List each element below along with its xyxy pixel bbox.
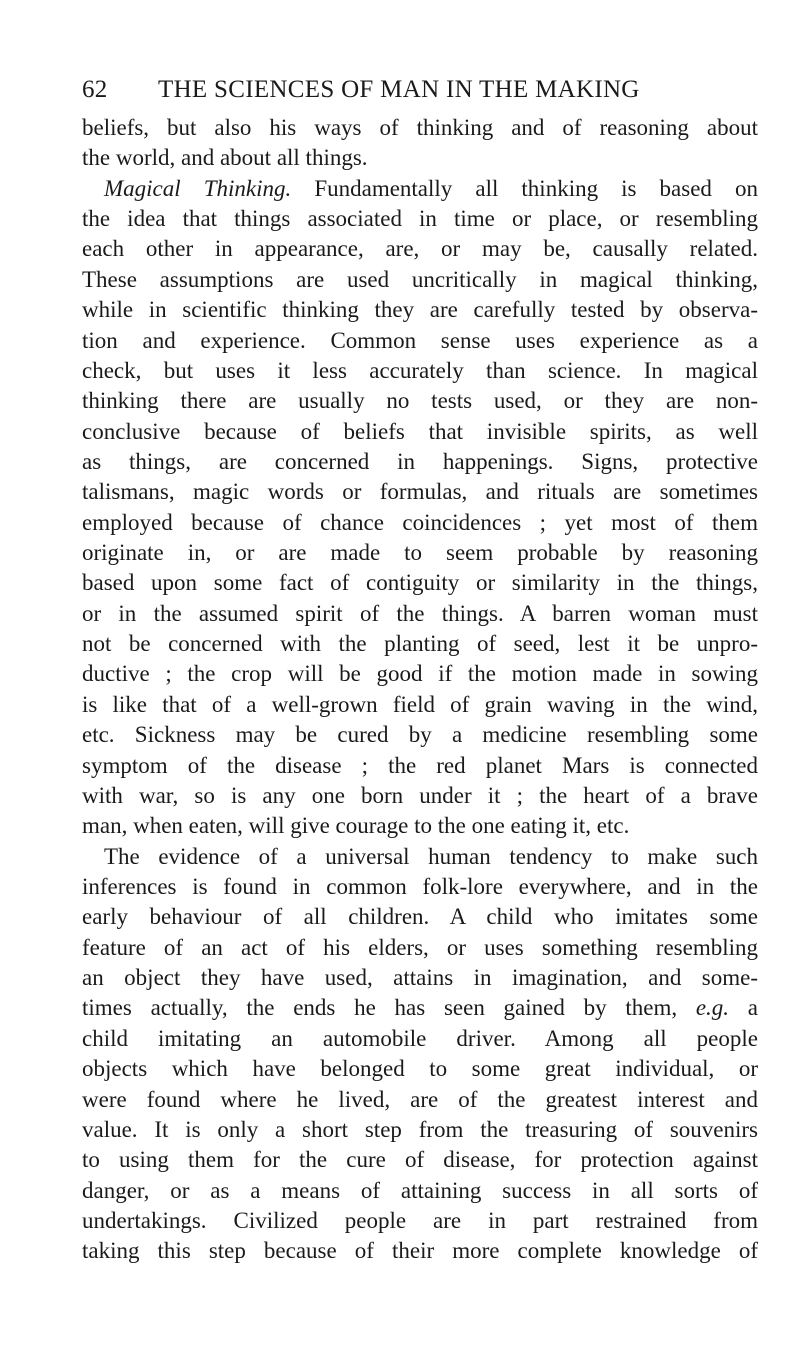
line-text: while in scientific thinking they are carefully tested by observa- [82, 297, 758, 323]
line-text: undertakings. Civilized people are in part restrained from [82, 1207, 758, 1233]
text-line [82, 963, 758, 993]
line-text: thinking there are usually no tests used, or they are non- [82, 388, 758, 414]
text-line [82, 143, 758, 173]
line-text: an object they have used, attains in imagination, and some- [82, 965, 758, 991]
line-text: danger, or as a means of attaining success in all sorts of [82, 1177, 758, 1203]
text-line [82, 508, 758, 538]
text-line [82, 751, 758, 781]
text-line [82, 1145, 758, 1175]
line-text: originate in, or are made to seem probable by reasoning [82, 540, 758, 566]
text-line [82, 993, 758, 1023]
line-text: not be concerned with the planting of seed, lest it be unpro- [82, 631, 758, 657]
line-text-after: a [729, 995, 759, 1021]
line-text: symptom of the disease ; the red planet Mars is connected [82, 752, 758, 778]
text-line [82, 417, 758, 447]
text-line [82, 933, 758, 963]
line-text: conclusive because of beliefs that invisible spirits, as well [82, 418, 758, 444]
line-text: early behaviour of all children. A child who imitates some [82, 904, 758, 930]
line-text: etc. Sickness may be cured by a medicine resembling some [82, 722, 758, 748]
line-text: the idea that things associated in time or place, or resembling [82, 206, 758, 232]
line-text: taking this step because of their more complete knowledge of [82, 1238, 758, 1264]
text-line [82, 538, 758, 568]
line-text: value. It is only a short step from the treasuring of souvenirs [82, 1116, 758, 1142]
text-line [82, 1115, 758, 1145]
line-text: as things, are concerned in happenings. Signs, protective [82, 448, 758, 474]
text-line [82, 1206, 758, 1236]
text-line [82, 690, 758, 720]
text-line [82, 295, 758, 325]
line-text: each other in appearance, are, or may be, causally related. [82, 236, 758, 262]
text-line [82, 720, 758, 750]
italic-abbreviation: e.g. [695, 995, 730, 1021]
text-line [82, 204, 758, 234]
text-line [82, 447, 758, 477]
text-line [82, 629, 758, 659]
text-line [82, 1176, 758, 1206]
line-text: feature of an act of his elders, or uses something resembling [82, 934, 758, 960]
line-text: check, but uses it less accurately than science. In magical [82, 357, 758, 383]
text-line [82, 356, 758, 386]
text-line [82, 1024, 758, 1054]
running-header [82, 70, 758, 110]
text-line [82, 568, 758, 598]
text-line [82, 113, 758, 143]
line-text: objects which have belonged to some great individual, or [82, 1056, 758, 1082]
line-text: or in the assumed spirit of the things. A barren woman must [82, 600, 758, 626]
line-text: beliefs, but also his ways of thinking and of reasoning about [82, 115, 758, 140]
line-text: to using them for the cure of disease, for protection against [82, 1147, 758, 1173]
text-line [82, 872, 758, 902]
line-text: the world, and about all things. [82, 145, 368, 171]
line-text: Fundamentally all thinking is based on [291, 175, 758, 201]
running-title: THE SCIENCES OF MAN IN THE MAKING [158, 76, 640, 103]
text-line [82, 659, 758, 689]
line-text: inferences is found in common folk-lore everywhere, and in the [82, 873, 758, 899]
text-line [82, 326, 758, 356]
line-text: tion and experience. Common sense uses experience as a [82, 327, 758, 353]
line-text: man, when eaten, will give courage to the one eating it, etc. [82, 813, 630, 839]
line-text: with war, so is any one born under it ; the heart of a brave [82, 782, 758, 808]
text-line [82, 1085, 758, 1115]
text-line [82, 902, 758, 932]
line-text: times actually, the ends he has seen gained by them, [82, 995, 678, 1021]
text-line [82, 386, 758, 416]
text-line [82, 811, 758, 841]
text-line [82, 1236, 758, 1266]
text-line [82, 477, 758, 507]
text-line [82, 234, 758, 264]
text-line [82, 599, 758, 629]
italic-heading: Magical Thinking. [104, 175, 292, 201]
line-text: child imitating an automobile driver. Among all people [82, 1025, 758, 1051]
line-text: employed because of chance coincidences ; yet most of them [82, 509, 758, 535]
text-line [82, 842, 758, 872]
line-text: were found where he lived, are of the greatest interest and [82, 1086, 758, 1112]
line-text: The evidence of a universal human tendency to make such [104, 843, 758, 869]
line-text: talismans, magic words or formulas, and rituals are sometimes [82, 479, 758, 505]
line-text: These assumptions are used uncritically in magical thinking, [82, 266, 758, 292]
text-line [82, 781, 758, 811]
line-text: ductive ; the crop will be good if the motion made in sowing [82, 661, 758, 687]
text-line [82, 1054, 758, 1084]
page-number: 62 [82, 76, 108, 103]
line-text: is like that of a well-grown field of grain waving in the wind, [82, 691, 758, 717]
body-text [82, 113, 758, 1267]
text-line [82, 265, 758, 295]
text-line [82, 174, 758, 204]
line-text: based upon some fact of contiguity or similarity in the things, [82, 570, 758, 596]
